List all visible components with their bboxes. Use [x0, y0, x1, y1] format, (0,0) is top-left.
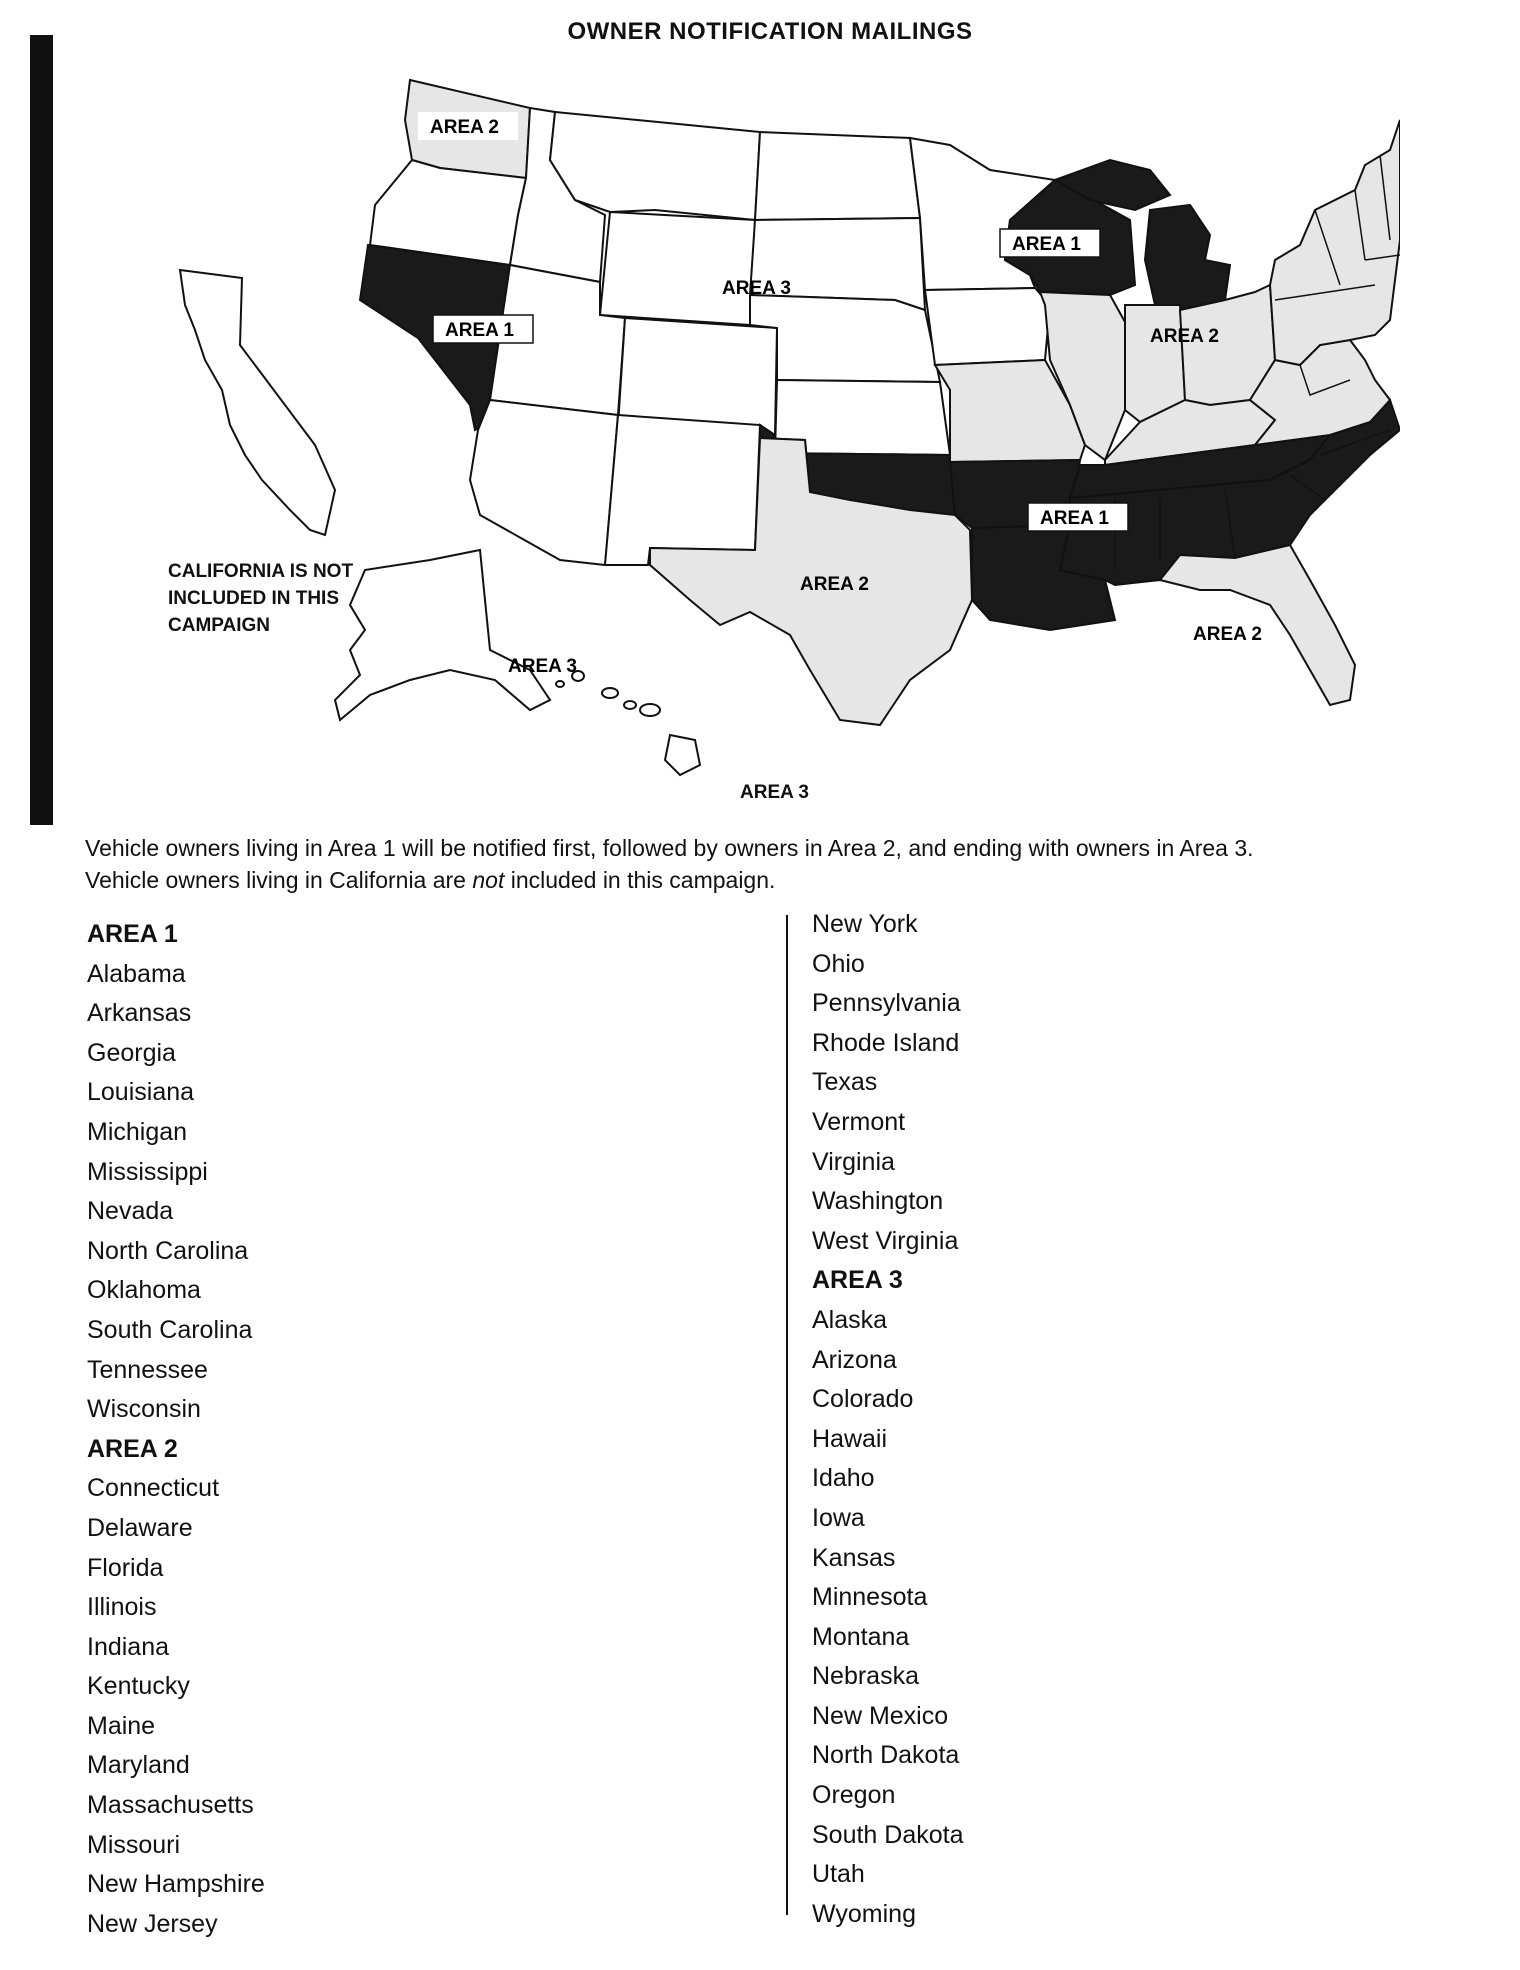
- state-list-item: Arkansas: [87, 999, 192, 1028]
- intro-line-1: Vehicle owners living in Area 1 will be notified first, followed by owners in Area 2, and ending with owners in Area 3.: [85, 835, 1254, 861]
- state-iowa: [925, 288, 1050, 365]
- state-list-item: Oregon: [812, 1781, 896, 1810]
- intro-paragraph: [85, 832, 1505, 896]
- state-list-item: Washington: [812, 1187, 944, 1216]
- state-list-item: Louisiana: [87, 1078, 195, 1107]
- state-list-item: Kansas: [812, 1543, 896, 1572]
- state-list-item: Utah: [812, 1860, 865, 1889]
- state-list-item: New Hampshire: [87, 1870, 265, 1899]
- california-shape: [180, 270, 335, 535]
- state-list-item: Arizona: [812, 1345, 897, 1374]
- state-nebraska: [750, 295, 940, 382]
- state-list-item: Vermont: [812, 1107, 906, 1136]
- state-list-item: Mississippi: [87, 1157, 208, 1186]
- map-label-nevada: AREA 1: [445, 320, 514, 341]
- state-list-item: Rhode Island: [812, 1028, 960, 1057]
- state-list-item: New Jersey: [87, 1909, 218, 1938]
- state-list-left: [87, 915, 265, 1944]
- map-label-hawaii: AREA 3: [740, 782, 809, 803]
- state-list-item: Georgia: [87, 1038, 176, 1067]
- state-list-item: Wyoming: [812, 1899, 916, 1928]
- state-list-right: [812, 905, 964, 1934]
- state-list-item: South Dakota: [812, 1820, 964, 1849]
- state-list-item: Tennessee: [87, 1355, 208, 1384]
- state-list-item: Ohio: [812, 949, 865, 978]
- state-hawaii: [556, 671, 700, 775]
- map-label-southeast: AREA 1: [1040, 508, 1109, 529]
- state-list-item: Illinois: [87, 1593, 157, 1622]
- state-list-item: Michigan: [87, 1117, 188, 1146]
- state-list-item: Minnesota: [812, 1583, 928, 1612]
- area-heading: AREA 2: [87, 1434, 178, 1463]
- state-list-item: Maine: [87, 1711, 156, 1740]
- map-label-florida: AREA 2: [1193, 624, 1262, 645]
- state-list-item: Hawaii: [812, 1424, 888, 1453]
- state-list-item: Alaska: [812, 1305, 888, 1334]
- state-list-item: Florida: [87, 1553, 164, 1582]
- state-list-item: Missouri: [87, 1830, 181, 1859]
- state-list-item: Nevada: [87, 1197, 174, 1226]
- area-heading: AREA 1: [87, 920, 178, 948]
- state-arizona: [470, 400, 618, 565]
- california-note: [168, 558, 353, 639]
- area-heading: AREA 3: [812, 1266, 903, 1295]
- state-list-item: Connecticut: [87, 1474, 220, 1503]
- state-list-item: Indiana: [87, 1632, 170, 1661]
- state-wyoming: [600, 212, 755, 325]
- state-list-item: South Carolina: [87, 1315, 253, 1344]
- column-divider: [786, 915, 788, 1915]
- state-list-item: Montana: [812, 1622, 910, 1651]
- state-list-item: New York: [812, 910, 918, 938]
- left-margin-bar: [30, 35, 53, 825]
- us-area-map: [150, 60, 1400, 820]
- state-list-item: Virginia: [812, 1147, 895, 1176]
- intro-line-2: Vehicle owners living in California are not included in this campaign.: [85, 867, 776, 893]
- state-list-item: New Mexico: [812, 1701, 949, 1730]
- state-list-item: Nebraska: [812, 1662, 919, 1691]
- state-list-item: Iowa: [812, 1503, 865, 1532]
- map-label-area2-northeast: AREA 2: [1150, 326, 1219, 347]
- state-list-item: West Virginia: [812, 1226, 959, 1255]
- map-label-michigan: AREA 1: [1012, 234, 1081, 255]
- state-list-item: Texas: [812, 1068, 878, 1097]
- page-title: OWNER NOTIFICATION MAILINGS: [567, 18, 973, 45]
- intro-emphasis: not: [472, 867, 505, 893]
- state-michigan-lower: [1145, 205, 1230, 310]
- california-note-line: CALIFORNIA IS NOT: [168, 561, 354, 582]
- state-list-item: Pennsylvania: [812, 989, 961, 1018]
- state-list-item: Idaho: [812, 1464, 875, 1493]
- california-note-line: CAMPAIGN: [168, 615, 271, 636]
- map-label-area3-central: AREA 3: [722, 278, 791, 299]
- map-label-texas: AREA 2: [800, 574, 869, 595]
- state-list-item: Kentucky: [87, 1672, 190, 1701]
- california-note-line: INCLUDED IN THIS: [168, 588, 339, 609]
- state-north-dakota: [755, 132, 920, 220]
- state-new-mexico: [605, 415, 760, 565]
- map-label-alaska: AREA 3: [508, 656, 577, 677]
- state-list-item: Delaware: [87, 1513, 193, 1542]
- state-list-item: Massachusetts: [87, 1791, 254, 1820]
- state-list-item: North Dakota: [812, 1741, 960, 1770]
- state-list-item: Colorado: [812, 1385, 914, 1414]
- state-list-item: Wisconsin: [87, 1395, 201, 1424]
- state-list-item: North Carolina: [87, 1236, 249, 1265]
- state-alaska: [335, 550, 550, 720]
- state-list-item: Alabama: [87, 959, 186, 988]
- map-label-washington: AREA 2: [430, 117, 499, 138]
- state-list-item: Maryland: [87, 1751, 190, 1780]
- state-list-item: Oklahoma: [87, 1276, 201, 1305]
